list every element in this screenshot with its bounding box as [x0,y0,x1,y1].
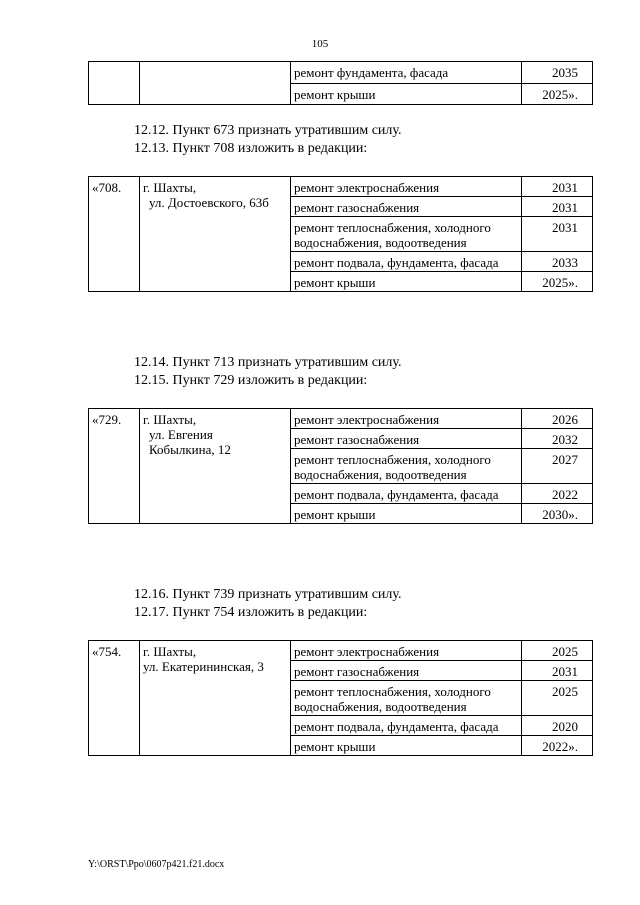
address-city: г. Шахты, [143,180,197,195]
year-cell: 2025». [522,272,593,292]
work-cell: ремонт крыши [291,736,522,756]
work-cell: ремонт подвала, фундамента, фасада [291,484,522,504]
work-cell: ремонт крыши [291,272,522,292]
address-street: ул. Екатерининская, 3 [143,659,264,674]
year-cell: 2031 [522,661,593,681]
year-cell: 2027 [522,449,593,484]
address-cell [140,62,291,105]
year-cell: 2032 [522,429,593,449]
number-cell [89,62,140,105]
table-row [89,177,593,197]
work-cell: ремонт крыши [291,504,522,524]
address-cell [140,641,291,756]
work-cell: ремонт электроснабжения [291,641,522,661]
item-number: «729. [89,409,140,524]
year-cell: 2035 [522,62,593,84]
item-number: «708. [89,177,140,292]
paragraph-12-17: 12.17. Пункт 754 изложить в редакции: [134,605,368,620]
paragraph-12-15: 12.15. Пункт 729 изложить в редакции: [134,373,368,388]
work-cell: ремонт крыши [291,83,522,105]
work-cell: ремонт газоснабжения [291,197,522,217]
work-cell: ремонт электроснабжения [291,409,522,429]
year-cell: 2020 [522,716,593,736]
table-row [89,409,593,429]
address-city: г. Шахты, [143,412,197,427]
year-cell: 2033 [522,252,593,272]
year-cell: 2025 [522,681,593,716]
address-street: ул. Достоевского, 63б [149,195,269,210]
address-city: г. Шахты, [143,644,197,659]
year-cell: 2031 [522,177,593,197]
item-number: «754. [89,641,140,756]
table-item-729 [88,408,593,524]
work-cell: ремонт теплоснабжения, холодного водоснабжения, водоотведения [291,217,522,252]
work-cell: ремонт фундамента, фасада [291,62,522,84]
year-cell: 2031 [522,197,593,217]
year-cell: 2022 [522,484,593,504]
year-cell: 2025». [522,83,593,105]
work-cell: ремонт теплоснабжения, холодного водоснабжения, водоотведения [291,449,522,484]
work-cell: ремонт электроснабжения [291,177,522,197]
paragraph-12-13: 12.13. Пункт 708 изложить в редакции: [134,141,368,156]
work-cell: ремонт газоснабжения [291,661,522,681]
year-cell: 2025 [522,641,593,661]
address-street: ул. Евгения [149,427,213,442]
work-cell: ремонт теплоснабжения, холодного водоснабжения, водоотведения [291,681,522,716]
table-item-708 [88,176,593,292]
paragraph-12-12: 12.12. Пункт 673 признать утратившим силу. [134,123,402,138]
year-cell: 2022». [522,736,593,756]
address-cell [140,409,291,524]
table-item-754 [88,640,593,756]
page-number: 105 [311,38,329,50]
table-row [89,62,593,84]
work-cell: ремонт подвала, фундамента, фасада [291,252,522,272]
table-continued [88,61,593,105]
paragraph-12-16: 12.16. Пункт 739 признать утратившим силу. [134,587,402,602]
year-cell: 2026 [522,409,593,429]
year-cell: 2031 [522,217,593,252]
address-house: Кобылкина, 12 [149,442,231,457]
work-cell: ремонт подвала, фундамента, фасада [291,716,522,736]
table-row [89,641,593,661]
address-cell [140,177,291,292]
year-cell: 2030». [522,504,593,524]
work-cell: ремонт газоснабжения [291,429,522,449]
paragraph-12-14: 12.14. Пункт 713 признать утратившим силу. [134,355,402,370]
footer-file-path: Y:\ORST\Ppo\0607p421.f21.docx [88,859,225,870]
